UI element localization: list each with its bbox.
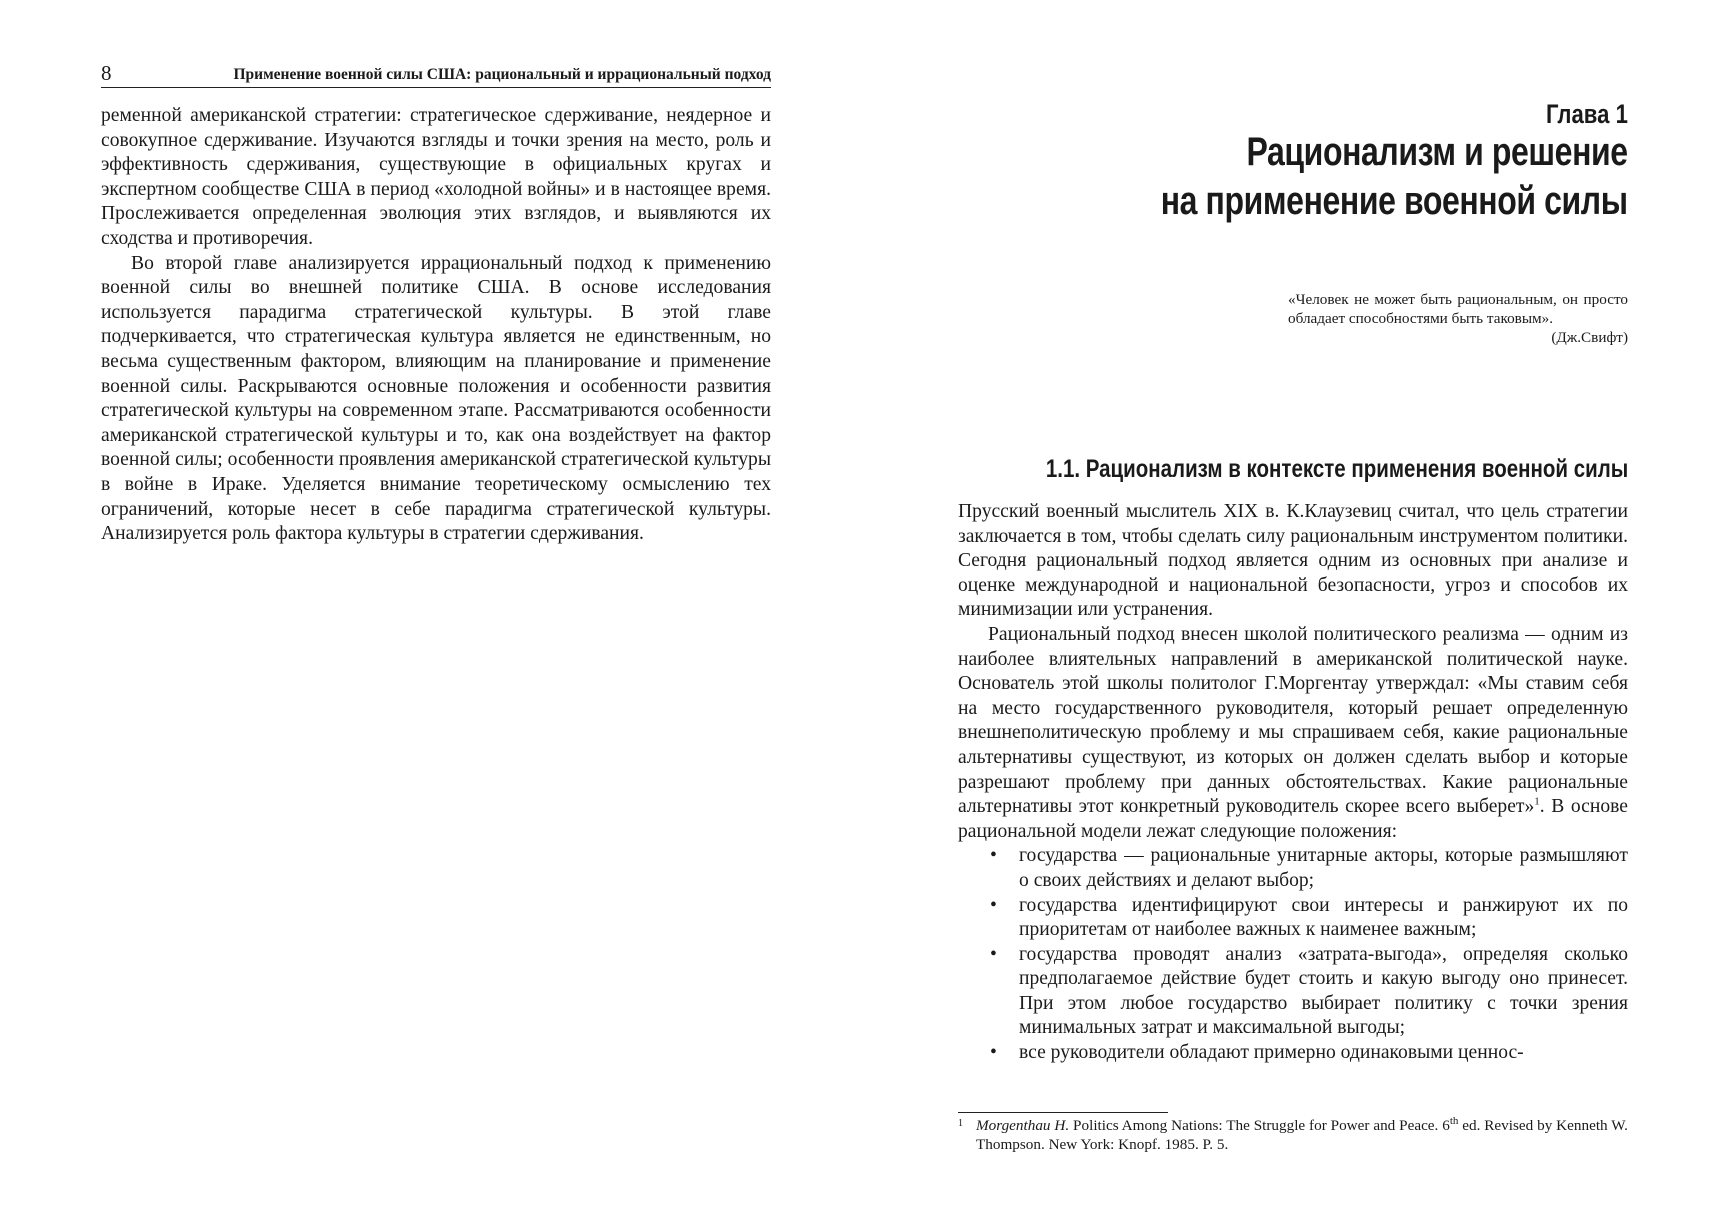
right-paragraph-2-tail: . В основе рациональной модели лежат следующие положения: (958, 796, 1628, 842)
right-paragraph-2-main: Рациональный подход внесен школой политического реализма — одним из наиболее влиятельных направлений в американской политической науке. Основатель этой школы политолог Г.Моргентау утверждал: «Мы ставим себя на место государственного руководителя, который решает определенную внешнеполитическую проблему и мы спрашиваем себя, какие рациональные альтернативы существуют, из которых он должен сделать выбор и которые разрешают проблему при данных обстоятельствах. Какие рациональные альтернативы этот конкретный руководитель скорее всего выберет» (958, 623, 1628, 818)
left-text-block (101, 104, 771, 547)
footnote-citation-part-1: Politics Among Nations: The Struggle for Power and Peace. 6 (1069, 1117, 1450, 1134)
epigraph-author: (Дж.Свифт) (1551, 329, 1628, 346)
list-item-text: все руководители обладают примерно одинаковыми ценнос- (1019, 1042, 1524, 1064)
list-item-text: государства идентифицируют свои интересы и ранжируют их по приоритетам от наиболее важных к наименее важным; (1019, 894, 1628, 941)
bullet-icon: • (990, 943, 997, 965)
footnote-reference: 1 (1534, 795, 1540, 808)
epigraph-text: «Человек не может быть рациональным, он просто обладает способностями быть таковым». (1288, 291, 1628, 327)
list-item (958, 943, 1628, 1041)
right-paragraph-1: Прусский военный мыслитель XIX в. К.Клаузевиц считал, что цель стратегии заключается в том, чтобы сделать силу рациональным инструментом политики. Сегодня рациональный подход является одним из основных при анализе и оценке международной и национальной безопасности, угроз и способов их минимизации или устранения. (958, 501, 1628, 621)
list-item (958, 1041, 1628, 1066)
running-title: Применение военной силы США: рациональный и иррациональный подход (233, 66, 771, 83)
list-item-text: государства — рациональные унитарные акторы, которые размышляют о своих действиях и делают выбор; (1019, 845, 1628, 891)
chapter-title-line-2: на применение военной силы (1161, 179, 1628, 223)
chapter-title-line-1: Рационализм и решение (1246, 130, 1628, 174)
right-text-block (958, 500, 1628, 1066)
footnote-author: Morgenthau H. (976, 1117, 1070, 1134)
bullet-icon: • (990, 845, 997, 867)
list-item (958, 894, 1628, 943)
footnote-divider (958, 1112, 1168, 1113)
footnote-citation-part-2: ed. Revised by Kenneth W. Thompson. New York: Knopf. 1985. P. 5. (976, 1117, 1628, 1153)
right-page (958, 0, 1628, 1211)
left-paragraph-2: Во второй главе анализируется иррациональный подход к применению военной силы во внешней политике США. В основе исследования используется парадигма стратегической культуры. В этой главе подчеркивается, что стратегическая культура является не единственным, но весьма существенным фактором, влияющим на планирование и применение военной силы. Раскрываются основные положения и особенности развития стратегической культуры на современном этапе. Рассматриваются особенности американской стратегической культуры и то, как она воздействует на фактор военной силы; особенности проявления американской стратегической культуры в войне в Ираке. Уделяется внимание теоретическому осмыслению тех ограничений, которые несет в себе парадигма стратегической культуры. Анализируется роль фактора культуры в стратегии сдерживания. (101, 252, 771, 545)
page-number: 8 (101, 61, 112, 85)
list-item-text: государства проводят анализ «затрата-выгода», определяя сколько предполагаемое действие будет стоить и какую выгоду оно принесет. При этом любое государство выбирает политику с точки зрения минимальных затрат и максимальной выгоды; (1019, 943, 1628, 1039)
epigraph (1288, 290, 1628, 347)
section-heading: 1.1. Рационализм в контексте применения военной силы (1045, 455, 1628, 483)
chapter-title (1161, 128, 1628, 226)
list-item (958, 844, 1628, 893)
bullet-icon: • (990, 894, 997, 916)
footnote-text (958, 1116, 1628, 1154)
running-head (101, 61, 771, 88)
left-paragraph-1: ременной американской стратегии: стратегическое сдерживание, неядерное и совокупное сдерживание. Изучаются взгляды и точки зрения на место, роль и эффективность сдерживания, существующие в официальных кругах и экспертном сообществе США в период «холодной войны» и в настоящее время. Прослеживается определенная эволюция этих взглядов, и выявляются их сходства и противоречия. (101, 105, 771, 249)
right-paragraph-2 (958, 623, 1628, 844)
chapter-label: Глава 1 (1546, 99, 1628, 129)
footnote (958, 1116, 1628, 1154)
bullet-list (958, 844, 1628, 1065)
footnote-mark: 1 (958, 1118, 963, 1129)
bullet-icon: • (990, 1042, 997, 1064)
footnote-edition-superscript: th (1449, 1114, 1459, 1127)
left-page (101, 0, 771, 1211)
